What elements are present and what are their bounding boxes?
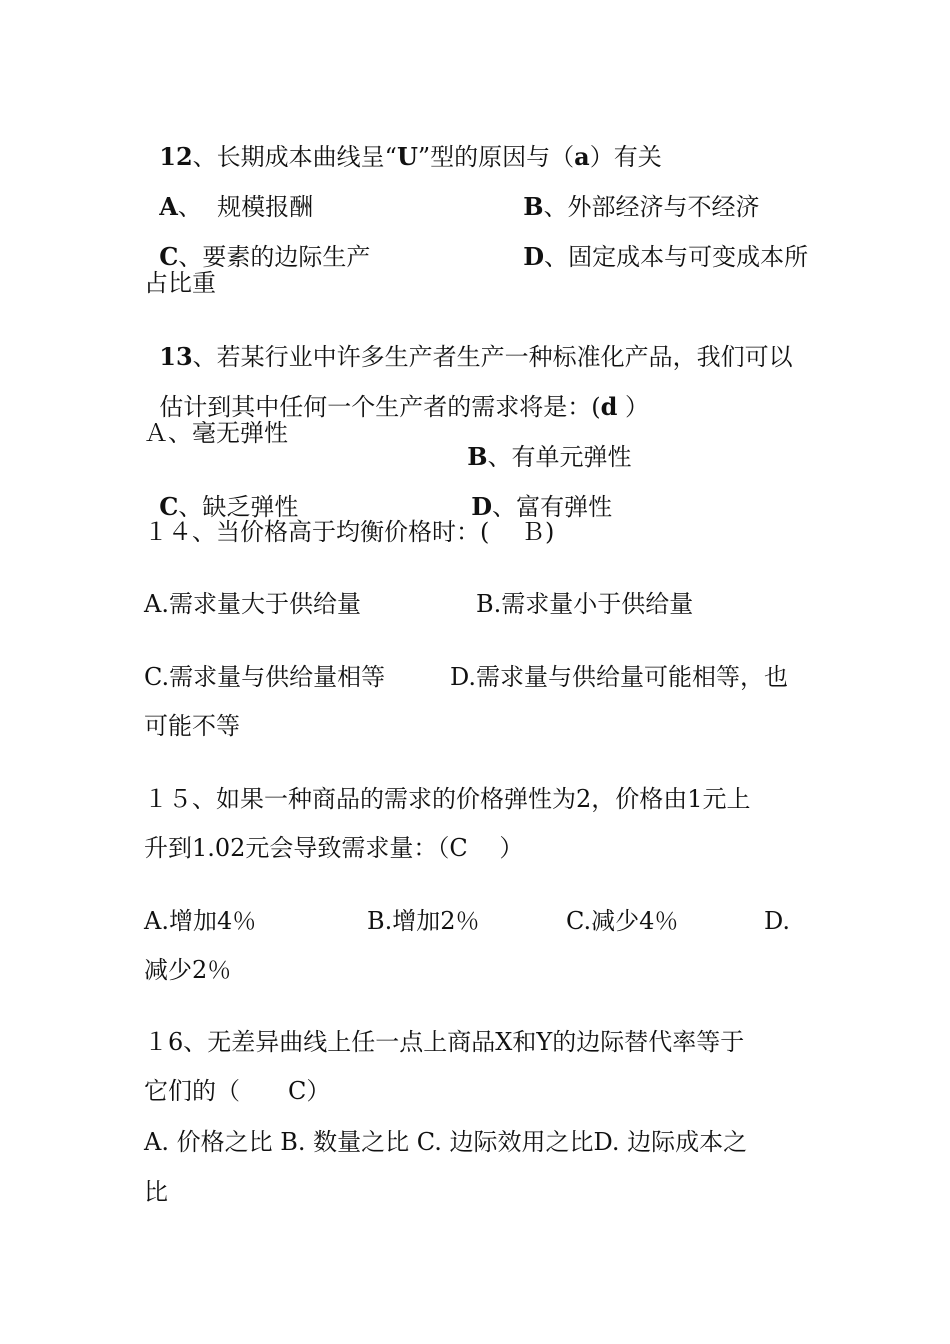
q13-option-c-text: 、缺乏弹性 <box>178 493 299 521</box>
q13-option-d <box>456 471 612 519</box>
q13-option-a: Ａ、毫无弹性 <box>144 419 288 447</box>
q12-option-d-continued: 占比重 <box>144 269 216 297</box>
q12-option-d-letter: D <box>523 242 545 271</box>
q12-stem-u: U <box>396 142 418 171</box>
q14-option-d-continued: 可能不等 <box>144 712 240 740</box>
q13-stem <box>144 321 793 369</box>
q13-option-b-letter: B <box>467 442 488 471</box>
q12-stem-text-2: ”型的原因与（ <box>417 143 575 171</box>
q14-option-a: A.需求量大于供给量 <box>144 590 361 618</box>
q12-option-d-text: 、固定成本与可变成本所 <box>544 243 809 271</box>
q15-stem: １５、如果一种商品的需求的价格弹性为2，价格由1元上 <box>144 785 751 813</box>
q13-stem-text-2: 估计到其中任何一个生产者的需求将是：( <box>159 393 601 421</box>
q13-option-b-text: 、有单元弹性 <box>487 443 632 471</box>
q12-option-b <box>508 171 760 219</box>
q12-number: 12 <box>159 142 193 171</box>
q12-answer: a <box>574 142 590 171</box>
q15-stem-line2: 升到1.02元会导致需求量：（C ） <box>144 834 524 862</box>
q16-stem: １6、无差异曲线上任一点上商品X和Y的边际替代率等于 <box>144 1028 745 1056</box>
q13-option-b <box>452 421 632 469</box>
q12-option-a-letter: A <box>159 192 178 221</box>
q12-option-a <box>144 171 313 219</box>
q15-option-a: A.增加4％ <box>144 907 257 935</box>
q12-option-c <box>144 221 370 269</box>
q13-option-c <box>144 471 298 519</box>
q12-option-b-text: 、外部经济与不经济 <box>543 193 760 221</box>
q16-options-continued: 比 <box>144 1178 168 1206</box>
q13-number: 13 <box>159 342 193 371</box>
q13-answer: d <box>600 392 618 421</box>
q14-option-c: C.需求量与供给量相等 <box>144 663 386 691</box>
q16-options: A. 价格之比 B. 数量之比 C. 边际效用之比D. 边际成本之 <box>144 1128 748 1156</box>
q15-option-c: C.减少4％ <box>566 907 679 935</box>
q12-stem-text-3: ）有关 <box>589 143 662 171</box>
q13-stem-text-3: ） <box>617 393 650 421</box>
q13-option-d-letter: D <box>471 492 493 521</box>
q14-option-d: D.需求量与供给量可能相等，也 <box>450 663 789 691</box>
q13-option-d-text: 、富有弹性 <box>492 493 613 521</box>
q12-stem-text-1: 、长期成本曲线呈“ <box>192 143 397 171</box>
q15-option-b: B.增加2％ <box>367 907 480 935</box>
q12-option-d <box>508 221 808 269</box>
q15-option-d: D. <box>764 907 791 935</box>
q12-stem <box>144 121 662 169</box>
q14-option-b: B.需求量小于供给量 <box>476 590 694 618</box>
q12-option-c-letter: C <box>159 242 179 271</box>
q13-option-c-letter: C <box>159 492 179 521</box>
q16-stem-line2: 它们的（ C） <box>144 1077 331 1105</box>
q12-option-b-letter: B <box>523 192 544 221</box>
q12-option-a-text: 、 规模报酬 <box>177 193 314 221</box>
q12-option-c-text: 、要素的边际生产 <box>178 243 371 271</box>
q14-stem: １４、当价格高于均衡价格时：( Ｂ) <box>144 518 555 546</box>
q15-option-d-continued: 减少2％ <box>144 956 232 984</box>
q13-stem-line2 <box>144 371 649 419</box>
q13-stem-text-1: 、若某行业中许多生产者生产一种标准化产品，我们可以 <box>192 343 793 371</box>
